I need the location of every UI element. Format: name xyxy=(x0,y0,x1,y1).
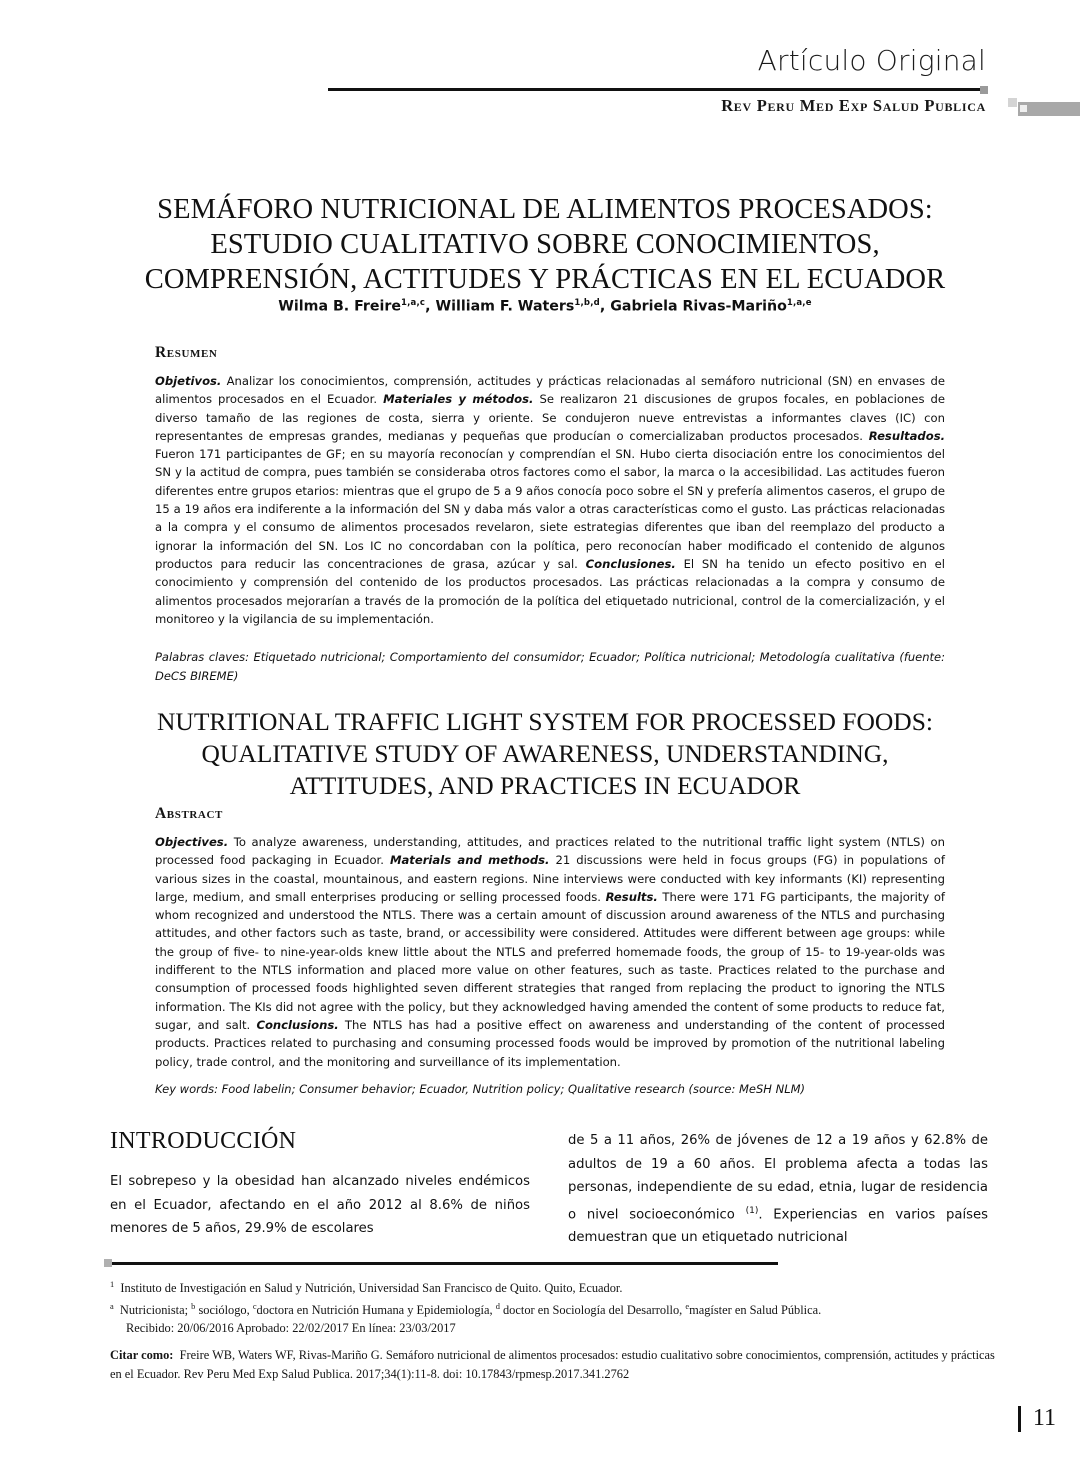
footnote-divider xyxy=(108,1262,778,1265)
page-number: 11 xyxy=(1032,1405,1056,1431)
footnote-divider-cap xyxy=(104,1259,112,1267)
page-number-rule xyxy=(1018,1406,1021,1432)
footnote-affiliation: $^1$ Instituto de Investigación en Salud y Nutrición, Universidad San Francisco de Quito. Quito, Ecuador. xyxy=(110,1280,623,1296)
introduction-column-right: de 5 a 11 años, 26% de jóvenes de 12 a 19 años y 62.8% de adultos de 19 a 60 años. El problema afecta a todas las personas, independiente de su edad, etnia, lugar de residencia o nivel socioeconómico $^{(1)}$. Experiencias en varios países demuestran que un etiquetado nutricional xyxy=(568,1133,989,1246)
introduction-heading: INTRODUCCIÓN xyxy=(110,1128,297,1154)
footnote-dates: Recibido: 20/06/2016 Aprobado: 22/02/2017 En línea: 23/03/2017 xyxy=(126,1321,456,1336)
abstract-body-spanish: Objetivos. Analizar los conocimientos, comprensión, actitudes y prácticas relacionadas al semáforo nutricional (SN) en envases de alimentos procesados en el Ecuador. Materiales y métodos. Se realizaron 21 discusiones de grupos focales, en poblaciones de diverso tamaño de las regiones de costa, sierra y oriente. Se condujeron nueve entrevistas a informantes claves (IC) con representantes de empresas grandes, medianas y pequeñas que producían o comercializaban productos procesados. Resultados. Fueron 171 participantes de GF; en su mayoría reconocían y comprendían el SN. Hubo cierta disociación entre los conocimientos del SN y la actitud de compra, pues también se consideraba otros factores como el sabor, la marca o la accesibilidad. Las actitudes fueron diferentes entre grupos etarios: mientras que el grupo de 5 a 9 años conocía poco sobre el SN y prefería alimentos caseros, el grupo de 15 a 19 años era indiferente a la información del SN y daba más valor a otras características como el gusto. Las prácticas relacionadas a la compra y el consumo de alimentos procesados revelaron, siete estrategias diferentes que iban del reemplazo del producto a ignorar la información del SN. Los IC no concordaban con la política, pero reconocían haber modificado el contenido de algunos productos para reducir las concentraciones de grasa, azúcar y sal. Conclusiones. El SN ha tenido un efecto positivo en el conocimiento y comprensión del contenido de los productos procesados. Las prácticas relacionadas a la compra y consumo de alimentos procesados mejorarían a través de la promoción de la política del etiquetado nutricional, control de la comercialización, y el monitoreo y la vigilancia de su implementación. xyxy=(155,374,946,626)
author-list: Wilma B. Freire$^{1,a,c}$, William F. Waters$^{1,b,d}$, Gabriela Rivas-Mariño$^{1,a,e}$ xyxy=(278,298,812,315)
abstract-body-english: Objectives. To analyze awareness, understanding, attitudes, and practices related to the nutritional traffic light system (NTLS) on processed food packaging in Ecuador. Materials and methods. 21 discussions were held in focus groups (FG) in populations of various sizes in the coastal, mountainous, and eastern regions. Nine interviews were conducted with key informants (KI) representing large, medium, and small enterprises producing or selling processed foods. Results. There were 171 FG participants, the majority of whom recognized and understood the NTLS. There was a certain amount of discussion around awareness of the NTLS and purchasing attitudes, and other factors such as taste, brand, or accessibility were considered. Attitudes were different between age groups: while the group of five- to nine-year-olds knew little about the NTLS and preferred homemade foods, the group of 15- to 19-year-olds was indifferent to the NTLS information and placed more value on other features, such as taste. Practices related to the purchase and consumption of processed foods highlighted seven different strategies that ranged from replacing the product to ignoring the NTLS information. The KIs did not agree with the policy, but they acknowledged having amended the content of some products to reduce fat, sugar, and salt. Conclusions. The NTLS has had a positive effect on awareness and understanding of the content of processed products. Practices related to purchasing and consuming processed foods would be improved by promotion of the nutritional labeling policy, trade control, and the monitoring and surveillance of its implementation. xyxy=(155,835,945,1069)
keywords-english: Key words: Food labelin; Consumer behavior; Ecuador, Nutrition policy; Qualitative research (source: MeSH NLM) xyxy=(155,1082,806,1096)
footnote-credentials: $^a$ Nutricionista; $^b$ sociólogo, $^c$doctora en Nutrición Humana y Epidemiología, $^d$ doctor en Sociología del Desarrollo, $^e$magíster en Salud Pública. xyxy=(110,1301,822,1317)
page-title-english: NUTRITIONAL TRAFFIC LIGHT SYSTEM FOR PROCESSED FOODS: QUALITATIVE STUDY OF AWARENESS, UNDERSTANDING, ATTITUDES, AND PRACTICES IN ECUADOR xyxy=(157,707,933,800)
footnote-block xyxy=(110,1276,1000,1338)
abstract-heading-spanish: Resumen xyxy=(155,344,218,361)
abstract-heading-english: Abstract xyxy=(155,805,223,822)
header-decoration-block xyxy=(1018,102,1080,116)
article-type-kicker: Artículo Original xyxy=(757,44,986,77)
header-rule-end-cap xyxy=(980,86,988,94)
introduction-column-left: El sobrepeso y la obesidad han alcanzado niveles endémicos en el Ecuador, afectando en el año 2012 al 8.6% de niños menores de 5 años, 29.9% de escolares xyxy=(110,1174,530,1236)
page-title-spanish: SEMÁFORO NUTRICIONAL DE ALIMENTOS PROCESADOS: ESTUDIO CUALITATIVO SOBRE CONOCIMIENTOS, COMPRENSIÓN, ACTITUDES Y PRÁCTICAS EN EL ECUADOR xyxy=(144,194,946,295)
page-header xyxy=(0,44,1090,114)
citation-block: Citar como: Freire WB, Waters WF, Rivas-Mariño G. Semáforo nutricional de alimentos procesados: estudio cualitativo sobre conocimientos, comprensión, actitudes y prácticas en el Ecuador. Rev Peru Med Exp Salud Publica. 2017;34(1):11-8. doi: 10.17843/rpmesp.2017.341.2762 xyxy=(110,1348,995,1381)
journal-name: Rev Peru Med Exp Salud Publica xyxy=(721,96,986,115)
keywords-spanish: Palabras claves: Etiquetado nutricional; Comportamiento del consumidor; Ecuador; Política nutricional; Metodología cualitativa (fuente: DeCS BIREME) xyxy=(155,650,945,683)
header-rule xyxy=(328,88,983,91)
page-number-group xyxy=(1018,1405,1056,1432)
